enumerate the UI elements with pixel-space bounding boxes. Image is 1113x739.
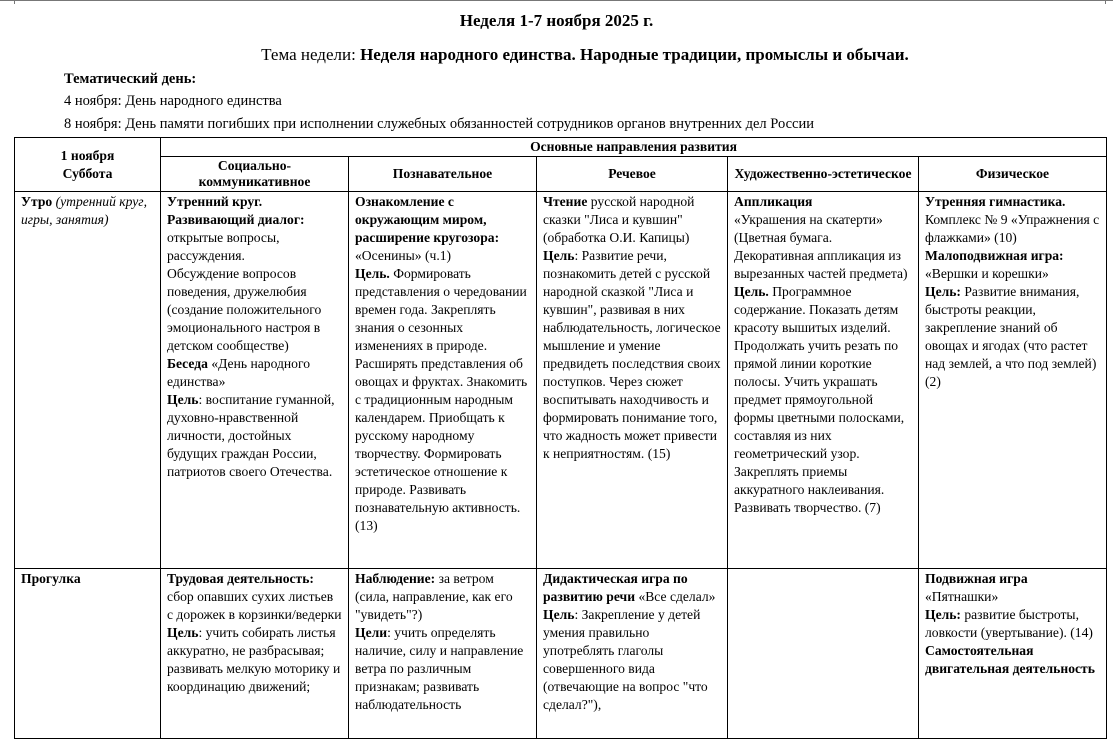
walk-cognitive	[349, 569, 537, 739]
paragraph-heading: Чтение	[543, 194, 588, 209]
cell-paragraph	[925, 570, 1100, 588]
col-art: Художественно-эстетическое	[728, 157, 919, 192]
day-header	[15, 138, 161, 192]
week-theme	[0, 45, 1113, 65]
cell-paragraph	[925, 193, 1100, 247]
col-cognitive: Познавательное	[349, 157, 537, 192]
paragraph-text: Формировать представления о чередовании времен года. Закреплять знания о сезонных изменениях в природе. Расширять представления об овощах и фруктах. Знакомить с традиционным народным календарем. Приобщать к русскому народному творчеству. Формировать эстетическое отношение к природе. Развивать познавательную активность. (13)	[355, 266, 528, 533]
paragraph-heading: Цель:	[925, 607, 961, 622]
thematic-day-2: 8 ноября: День памяти погибших при исполнении служебных обязанностей сотрудников органов внутренних дел России	[64, 116, 814, 132]
paragraph-text: : Развитие речи, познакомить детей с русской народной сказкой "Лиса и кувшин", развивая в них наблюдательность, логическое мышление и умение предвидеть последствия своих поступков. Через сюжет воспитывать находчивость и формировать понимание того, что жадность может привести к неприятностям. (15)	[543, 248, 721, 461]
walk-row	[15, 569, 1107, 739]
cell-paragraph	[925, 247, 1100, 283]
walk-label: Прогулка	[15, 569, 161, 739]
cell-paragraph	[543, 247, 721, 463]
paragraph-text: «Украшения на скатерти» (Цветная бумага. Декоративная аппликация из вырезанных частей предмета)	[734, 212, 908, 281]
morning-label-main: Утро	[21, 194, 53, 209]
cell-paragraph	[925, 588, 1100, 606]
paragraph-text: : воспитание гуманной, духовно-нравственной личности, достойных будущих граждан России, патриотов своего Отечества.	[167, 392, 335, 479]
cell-paragraph	[355, 624, 530, 714]
plan-table	[14, 137, 1107, 739]
cell-paragraph	[925, 283, 1100, 391]
paragraph-heading: Цели	[355, 625, 388, 640]
cell-paragraph	[355, 570, 530, 624]
paragraph-text: сбор опавших сухих листьев с дорожек в корзинки/ведерки	[167, 589, 342, 622]
paragraph-text: «Все сделал»	[635, 589, 716, 604]
paragraph-text: Развитие внимания, быстроты реакции, закрепление знаний об овощах и ягодах (что растет над землей, а что под землей) (2)	[925, 284, 1097, 389]
col-physical: Физическое	[919, 157, 1107, 192]
paragraph-heading: Дидактическая игра по развитию речи	[543, 571, 688, 604]
paragraph-heading: Утренняя гимнастика.	[925, 194, 1066, 209]
day-date: 1 ноября	[60, 147, 115, 163]
document-title: Неделя 1-7 ноября 2025 г.	[459, 11, 654, 30]
paragraph-heading: Самостоятельная двигательная деятельность	[925, 643, 1095, 676]
walk-social	[161, 569, 349, 739]
paragraph-heading: Цель	[543, 607, 575, 622]
cell-paragraph	[167, 265, 342, 355]
paragraph-heading: Подвижная игра	[925, 571, 1028, 586]
morning-art	[728, 192, 919, 569]
page-top-border	[0, 0, 1113, 5]
cell-paragraph	[734, 283, 912, 517]
cell-paragraph	[167, 391, 342, 481]
cell-paragraph	[167, 211, 342, 265]
morning-row	[15, 192, 1107, 569]
thematic-day-1: 4 ноября: День народного единства	[64, 93, 282, 109]
page-corner-right	[1105, 0, 1106, 4]
cell-paragraph	[543, 193, 721, 247]
cell-paragraph	[734, 211, 912, 283]
paragraph-text: развитие быстроты, ловкости (увертывание). (14)	[925, 607, 1093, 640]
paragraph-text: «Осенины» (ч.1)	[355, 248, 452, 263]
paragraph-text: «День народного единства»	[167, 356, 310, 389]
paragraph-text: русской народной сказки "Лиса и кувшин" (обработка О.И. Капицы)	[543, 194, 695, 245]
walk-physical	[919, 569, 1107, 739]
cell-paragraph	[355, 265, 530, 535]
paragraph-heading: Цель	[167, 392, 199, 407]
cell-paragraph	[543, 570, 721, 606]
morning-physical	[919, 192, 1107, 569]
paragraph-heading: Цель	[543, 248, 575, 263]
cell-paragraph	[167, 624, 342, 696]
cell-paragraph	[925, 606, 1100, 642]
paragraph-heading: Беседа	[167, 356, 208, 371]
thematic-day-label: Тематический день:	[64, 71, 197, 87]
paragraph-heading: Утренний круг.	[167, 194, 263, 209]
paragraph-heading: Малоподвижная игра:	[925, 248, 1064, 263]
paragraph-heading: Цель.	[355, 266, 390, 281]
cell-paragraph	[167, 193, 342, 211]
paragraph-text: «Пятнашки»	[925, 589, 999, 604]
paragraph-heading: Трудовая деятельность:	[167, 571, 314, 586]
theme-text: Неделя народного единства. Народные традиции, промыслы и обычаи.	[360, 45, 909, 64]
paragraph-heading: Развивающий диалог:	[167, 212, 305, 227]
page-corner-left	[14, 0, 15, 4]
morning-label-note: (утренний круг, игры, занятия)	[21, 194, 147, 227]
paragraph-text: Комплекс № 9 «Упражнения с флажками» (10)	[925, 212, 1100, 245]
paragraph-heading: Цель:	[925, 284, 961, 299]
directions-header: Основные направления развития	[161, 138, 1107, 157]
paragraph-text: : учить определять наличие, силу и направление ветра по различным признакам; развивать наблюдательность	[355, 625, 524, 712]
paragraph-text: : учить собирать листья аккуратно, не разбрасывая; развивать мелкую моторику и координацию движений;	[167, 625, 341, 694]
paragraph-heading: Цель.	[734, 284, 769, 299]
morning-social	[161, 192, 349, 569]
walk-speech	[537, 569, 728, 739]
cell-paragraph	[543, 606, 721, 714]
cell-paragraph	[167, 570, 342, 624]
col-speech: Речевое	[537, 157, 728, 192]
cell-paragraph	[355, 193, 530, 265]
paragraph-text: Программное содержание. Показать детям красоту вышитых изделий. Продолжать учить резать по прямой линии короткие полосы. Учить украшать предмет прямоугольной формы цветными полосками, составляя из них геометрический узор. Закреплять приемы аккуратного наклеивания. Развивать творчество. (7)	[734, 284, 905, 515]
cell-paragraph	[925, 642, 1100, 678]
paragraph-text: «Вершки и корешки»	[925, 266, 1049, 281]
paragraph-heading: Наблюдение:	[355, 571, 436, 586]
morning-label	[15, 192, 161, 569]
paragraph-text: : Закрепление у детей умения правильно употреблять глаголы совершенного вида (отвечающие на вопрос "что сделал?"),	[543, 607, 708, 712]
walk-art	[728, 569, 919, 739]
col-social: Социально-коммуникативное	[161, 157, 349, 192]
theme-prefix: Тема недели:	[261, 45, 361, 64]
paragraph-heading: Цель	[167, 625, 199, 640]
paragraph-heading: Ознакомление с окружающим миром, расширение кругозора:	[355, 194, 500, 245]
day-weekday: Суббота	[62, 165, 113, 181]
paragraph-text: за ветром (сила, направление, как его "увидеть"?)	[355, 571, 513, 622]
cell-paragraph	[734, 193, 912, 211]
morning-cognitive	[349, 192, 537, 569]
paragraph-heading: Аппликация	[734, 194, 813, 209]
cell-paragraph	[167, 355, 342, 391]
paragraph-text: открытые вопросы, рассуждения.	[167, 230, 280, 263]
paragraph-text: Обсуждение вопросов поведения, дружелюбия (создание положительного эмоционального настроя в детском сообществе)	[167, 266, 322, 353]
morning-speech	[537, 192, 728, 569]
